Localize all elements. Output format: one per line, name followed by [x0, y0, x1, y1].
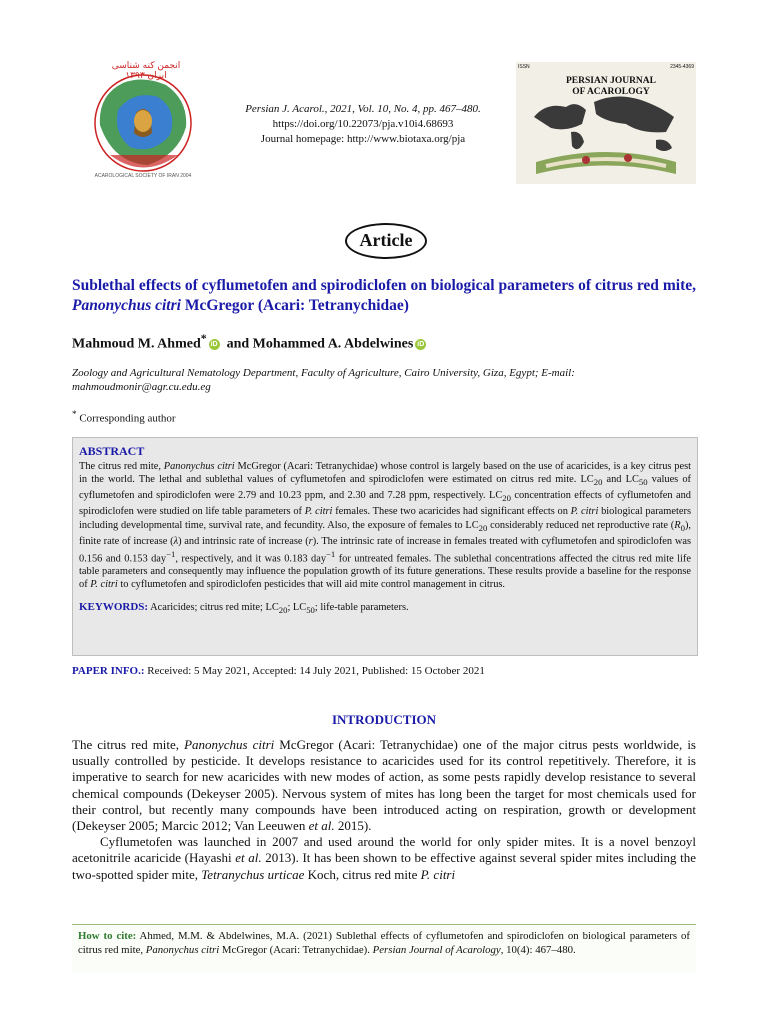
intro-etal: et al.	[235, 850, 262, 866]
journal-logo-issn-right: 2345-4369	[670, 64, 694, 70]
corresponding-author-note	[72, 409, 372, 425]
abstract-symbol: R	[674, 519, 681, 531]
abstract-seg: biological parameters including developmental time, survival rate, and fecundity. Also, the exposure of females to LC	[79, 506, 691, 531]
affiliation: Zoology and Agricultural Nematology Department, Faculty of Agriculture, Cairo University, Giza, Egypt; E-mail: mahmoudmonir@agr.cu.edu.eg	[72, 367, 575, 393]
abstract-seg: ). The intrinsic rate of increase in females treated with cyflumetofen and spirodiclofen was 0.156 and 0.153 day	[79, 535, 691, 565]
abstract-seg: The citrus red mite,	[79, 461, 164, 472]
how-to-cite-seg: McGregor (Acari: Tetranychidae).	[219, 944, 373, 956]
title-part2: McGregor (Acari: Tetranychidae)	[180, 297, 409, 314]
author-conjunction: and	[226, 336, 250, 352]
journal-logo-title	[556, 76, 666, 98]
journal-logo-title-line2: OF ACAROLOGY	[572, 87, 650, 97]
paper-info-label: PAPER INFO.:	[72, 665, 145, 677]
how-to-cite-label: How to cite:	[78, 930, 137, 942]
keywords-seg: Acaricides; citrus red mite; LC	[148, 601, 279, 613]
keywords-sub: 20	[278, 604, 288, 615]
intro-seg: Koch, citrus red mite	[304, 866, 421, 882]
abstract-seg: and LC	[602, 474, 639, 486]
author-list	[72, 332, 696, 353]
abstract-seg: females. These two acaricides had significant effects on	[332, 506, 571, 518]
abstract-symbol: r	[308, 535, 313, 547]
article-type-badge: Article	[345, 223, 427, 259]
abstract-seg: concentration effects of cyflumetofen and spirodiclofen were studied on life table parameters of	[79, 490, 691, 518]
abstract-species: Panonychus citri	[163, 461, 235, 472]
abstract-sub: 20	[502, 493, 511, 504]
intro-seg: 2013). It has been shown to be effective against several spider mites including the two-spotted spider mite,	[72, 850, 697, 882]
intro-species: P. citri	[420, 866, 456, 882]
abstract-sub: 20	[478, 522, 488, 533]
keywords-sub: 50	[306, 604, 315, 615]
abstract-box	[72, 437, 698, 656]
abstract-heading: ABSTRACT	[79, 444, 145, 458]
abstract-species: P. citri	[570, 506, 599, 518]
abstract-seg: , respectively, and it was 0.183 day	[175, 553, 327, 565]
corresponding-mark: *	[72, 409, 77, 419]
journal-logo	[516, 62, 696, 184]
introduction-heading: INTRODUCTION	[331, 712, 436, 727]
introduction-paragraph-1	[72, 737, 696, 834]
journal-citation: Persian J. Acarol., 2021, Vol. 10, No. 4, pp. 467–480.	[245, 103, 481, 115]
abstract-sub: 50	[638, 477, 648, 488]
corresponding-text: Corresponding author	[76, 412, 176, 425]
keywords-label: KEYWORDS:	[79, 600, 149, 613]
how-to-cite-box	[72, 924, 696, 973]
orcid-icon[interactable]: iD	[210, 340, 218, 348]
introduction-body	[72, 737, 696, 883]
abstract-sub: 20	[593, 477, 603, 488]
orcid-icon[interactable]: iD	[417, 340, 425, 348]
abstract-sup: −1	[166, 548, 176, 559]
society-logo-ring-text: ACAROLOGICAL SOCIETY OF IRAN 2004	[94, 173, 192, 179]
abstract-species: P. citri	[90, 579, 118, 591]
how-to-cite-seg: , 10(4): 467–480.	[500, 944, 576, 956]
abstract-text	[79, 460, 691, 592]
abstract-species: P. citri	[304, 506, 333, 518]
intro-seg: The citrus red mite,	[72, 737, 185, 752]
abstract-seg: values of cyflumetofen and spirodiclofen were 2.79 and 10.23 ppm, and 2.30 and 7.28 ppm, respectively. LC	[79, 474, 691, 502]
abstract-seg: ), finite rate of increase (	[79, 519, 691, 547]
abstract-seg: ) and intrinsic rate of increase (	[178, 535, 309, 547]
intro-seg: Cyflumetofen was launched in 2007 and used around the world for only spider mites. It is a novel benzoyl acetonitrile acaricide (Hayashi	[72, 834, 696, 866]
intro-species: Tetranychus urticae	[201, 866, 305, 882]
abstract-symbol: λ	[173, 535, 179, 547]
how-to-cite-journal: Persian Journal of Acarology	[372, 944, 501, 956]
intro-seg: McGregor (Acari: Tetranychidae) one of the major citrus pests worldwide, is usually controlled by pesticide. It develops resistance to acaricides used for its control repetitively. Therefore, it is imperative to search for new acaricides with new modes of action, as some pests rapidly develop resistance to several chemical compounds (Dekeyser 2005). Nervous system of mites has long been the target for most chemicals used for their control, but recently many compounds have been introduced acting on respiration, growth or development (Dekeyser 2005; Marcic 2012; Van Leeuwen	[72, 737, 696, 834]
keywords	[79, 601, 691, 615]
journal-homepage[interactable]: Journal homepage: http://www.biotaxa.org/pja	[260, 133, 466, 145]
paper-info-text: Received: 5 May 2021, Accepted: 14 July 2021, Published: 15 October 2021	[144, 665, 485, 677]
society-logo	[78, 55, 208, 185]
abstract-seg: to cyflumetofen and spirodiclofen pesticides that will aid mite control management in citrus.	[117, 579, 506, 591]
author-1-corresponding-mark: *	[200, 332, 207, 345]
abstract-seg: McGregor (Acari: Tetranychidae) whose control is largely based on the use of acaricides, is a key citrus pest in the world. The lethal and sublethal values of cyflumetofen and spirodiclofen were estimated on citrus red mite. LC	[79, 461, 691, 486]
paper-title	[72, 276, 696, 316]
abstract-sup: −1	[326, 548, 336, 559]
author-1-name: Mahmoud M. Ahmed	[72, 336, 201, 352]
title-part1: Sublethal effects of cyflumetofen and spirodiclofen on biological parameters of citrus red mite,	[72, 277, 696, 294]
journal-logo-issn-left: ISSN	[518, 64, 530, 70]
title-species: Panonychus citri	[72, 297, 181, 314]
abstract-seg: considerably reduced net reproductive rate (	[487, 519, 675, 531]
intro-species: Panonychus citri	[184, 737, 275, 752]
intro-seg: 2015).	[334, 818, 372, 834]
journal-logo-title-line1: PERSIAN JOURNAL	[566, 76, 656, 86]
society-logo-arabic-text: انجمن کنه شناسی ایران ۱۳۹۳	[111, 61, 181, 81]
journal-doi[interactable]: https://doi.org/10.22073/pja.v10i4.68693	[272, 118, 454, 130]
author-2-name: Mohammed A. Abdelwines	[252, 336, 414, 352]
intro-etal: et al.	[308, 818, 335, 834]
keywords-seg: ; life-table parameters.	[314, 601, 409, 613]
how-to-cite-seg: Ahmed, M.M. & Abdelwines, M.A. (2021) Sublethal effects of cyflumetofen and spirodiclofen on biological parameters of citrus red mite,	[78, 930, 690, 956]
abstract-seg: for untreated females. The sublethal concentrations affected the citrus red mite life table parameters and consequently may influence the population growth of its future generations. These results provide a baseline for the response of	[79, 553, 691, 591]
how-to-cite-species: Panonychus citri	[145, 944, 220, 956]
journal-info	[218, 102, 508, 147]
abstract-sub: 0	[680, 522, 685, 533]
paper-info	[72, 665, 696, 677]
introduction-paragraph-2	[72, 834, 696, 883]
keywords-seg: ; LC	[287, 601, 307, 613]
